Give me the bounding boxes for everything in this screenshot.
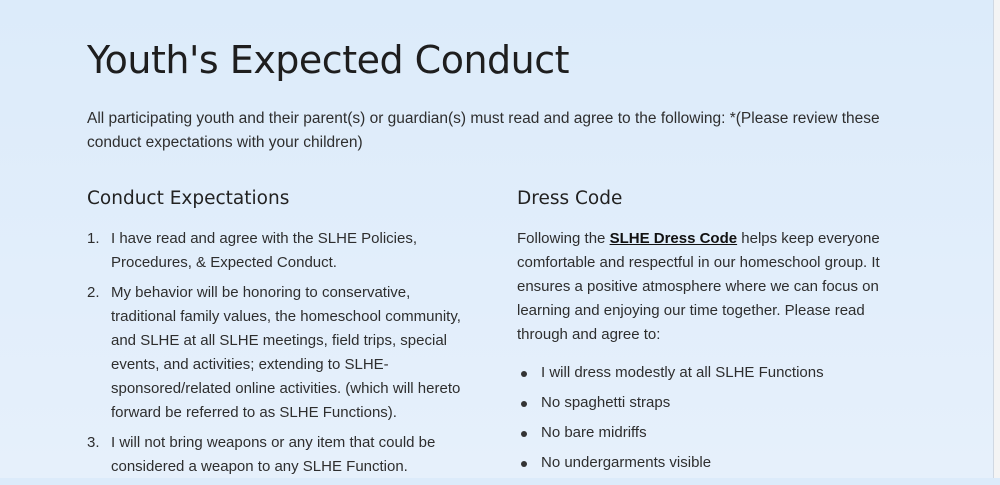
conduct-item-text: I have read and agree with the SLHE Policies, Procedures, & Expected Conduct.	[111, 230, 418, 271]
dress-code-link[interactable]: SLHE Dress Code	[609, 230, 738, 247]
conduct-expectations-heading: Conduct Expectations	[87, 188, 290, 209]
conduct-item-2	[87, 281, 477, 425]
conduct-item-text: I will not bring weapons or any item that could be considered a weapon to any SLHE Function.	[111, 434, 436, 475]
dress-code-list	[517, 361, 897, 475]
dress-code-section	[517, 186, 897, 481]
dress-code-item	[517, 421, 897, 445]
conduct-item-number: 1.	[87, 230, 100, 247]
dress-code-item-text: No spaghetti straps	[541, 394, 671, 411]
bullet-icon	[521, 431, 527, 437]
intro-text: All participating youth and their parent(s) or guardian(s) must read and agree to the following: *(Please review these conduct expectations with your children)	[87, 110, 880, 151]
dress-code-description	[517, 227, 897, 347]
dress-code-item	[517, 451, 897, 475]
bullet-icon	[521, 371, 527, 377]
dress-code-item-text: No undergarments visible	[541, 454, 712, 471]
scrollbar-track[interactable]	[993, 0, 1000, 478]
conduct-item-3	[87, 431, 477, 479]
bullet-icon	[521, 401, 527, 407]
page-title: Youth's Expected Conduct	[87, 38, 570, 82]
conduct-expectations-section	[87, 186, 477, 485]
dress-code-text-before: Following the	[517, 230, 610, 247]
dress-code-heading: Dress Code	[517, 188, 623, 209]
conduct-list	[87, 227, 477, 479]
dress-code-item-text: I will dress modestly at all SLHE Functions	[541, 364, 824, 381]
conduct-item-1	[87, 227, 477, 275]
conduct-item-number: 2.	[87, 284, 100, 301]
conduct-item-text: My behavior will be honoring to conservative, traditional family values, the homeschool community, and SLHE at all SLHE meetings, field trips, special events, and activities; extending to SLHE-sponsored/related online activities. (which will hereto forward be referred to as SLHE Functions).	[111, 284, 461, 421]
bullet-icon	[521, 461, 527, 467]
dress-code-item	[517, 391, 897, 415]
dress-code-item	[517, 361, 897, 385]
dress-code-item-text: No bare midriffs	[541, 424, 647, 441]
conduct-item-number: 3.	[87, 434, 100, 451]
dress-code-text-after: helps keep everyone comfortable and respectful in our homeschool group. It ensures a positive atmosphere where we can focus on learning and enjoying our time together. Please read through and agree to:	[517, 230, 880, 343]
